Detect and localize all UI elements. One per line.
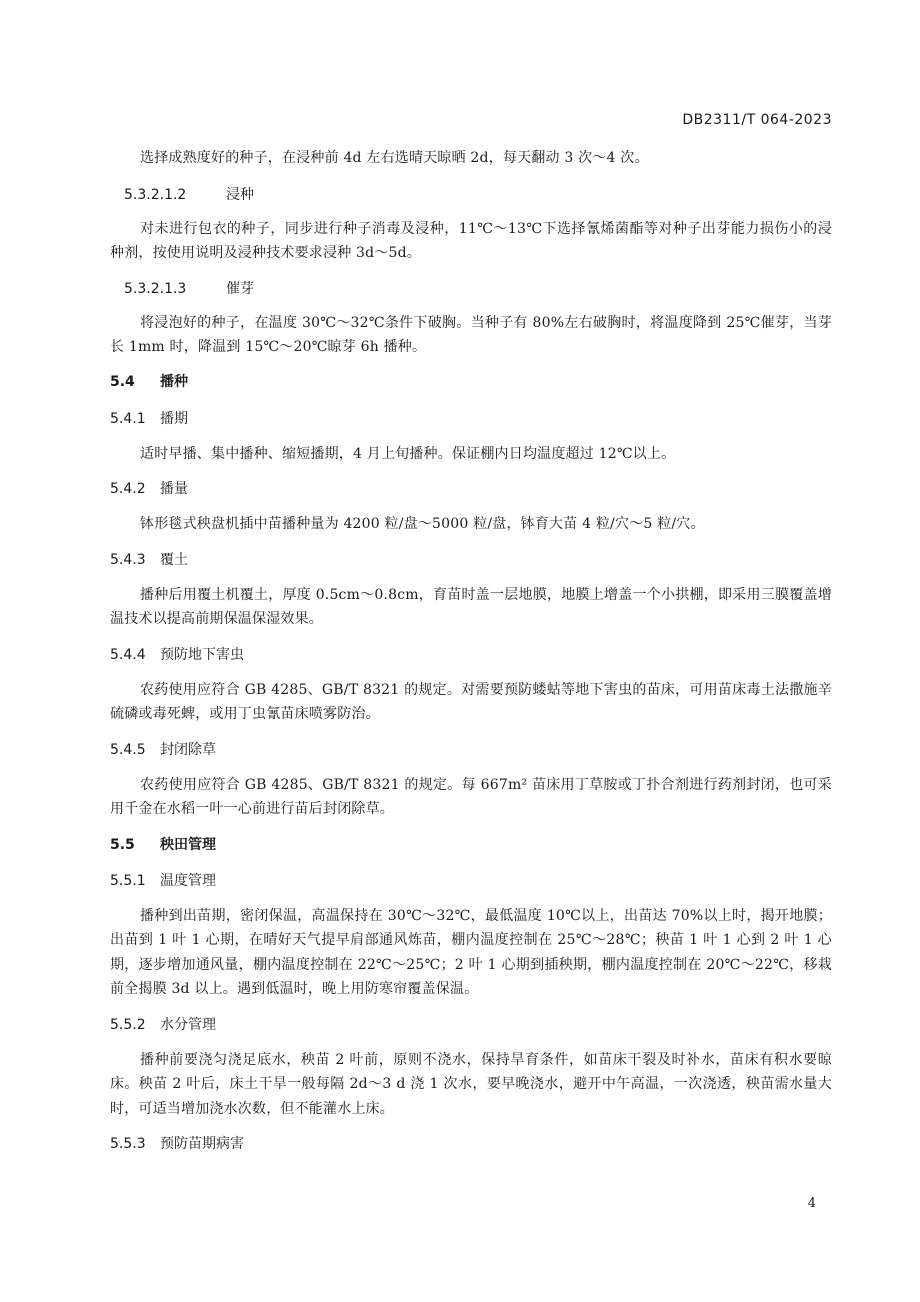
section-number: 5.4.3 [110, 551, 146, 568]
section-title: 封闭除草 [160, 741, 216, 758]
section-heading-5-4-4 [110, 644, 832, 666]
paragraph: 对未进行包衣的种子，同步进行种子消毒及浸种，11℃～13℃下选择氰烯菌酯等对种子出芽能力损伤小的浸种剂，按使用说明及浸种技术要求浸种 3d～5d。 [110, 220, 832, 261]
section-number: 5.3.2.1.3 [124, 280, 187, 297]
section-heading-5-4 [110, 371, 832, 393]
section-number: 5.4.1 [110, 410, 146, 427]
paragraph: 农药使用应符合 GB 4285、GB/T 8321 的规定。每 667m² 苗床用丁草胺或丁扑合剂进行药剂封闭，也可采用千金在水稻一叶一心前进行苗后封闭除草。 [110, 776, 832, 817]
section-number: 5.5.3 [110, 1136, 146, 1152]
section-number: 5.4 [110, 373, 135, 390]
document-body [110, 146, 832, 1155]
section-heading-5-5-2 [110, 1014, 832, 1036]
section-title: 水分管理 [160, 1016, 216, 1033]
section-heading-5-4-5 [110, 739, 832, 761]
section-title: 秧田管理 [160, 836, 216, 853]
section-heading-5-3-2-1-3 [110, 278, 832, 300]
section-title: 覆土 [160, 551, 188, 568]
paragraph: 播种到出苗期，密闭保温，高温保持在 30℃～32℃，最低温度 10℃以上，出苗达 70%以上时，揭开地膜；出苗到 1 叶 1 心期，在晴好天气提早肩部通风炼苗，棚内温度控制在 25℃～28℃；秧苗 1 叶 1 心到 2 叶 1 心期，逐步增加通风量，棚内温度控制在 22℃～25℃；2 叶 1 心期到插秧期，棚内温度控制在 20℃～22℃，移栽前全揭膜 3d 以上。遇到低温时，晚上用防寒帘覆盖保温。 [110, 907, 832, 997]
section-title: 温度管理 [160, 872, 216, 889]
paragraph: 适时早播、集中播种、缩短播期，4 月上旬播种。保证棚内日均温度超过 12℃以上。 [140, 445, 676, 462]
paragraph: 选择成熟度好的种子，在浸种前 4d 左右选晴天晾晒 2d，每天翻动 3 次～4 次。 [140, 150, 649, 166]
section-heading-5-5-3 [110, 1133, 832, 1155]
section-title: 播期 [160, 410, 188, 427]
page-number: 4 [807, 1196, 816, 1211]
section-number: 5.5 [110, 836, 135, 853]
section-number: 5.4.2 [110, 481, 146, 497]
paragraph: 农药使用应符合 GB 4285、GB/T 8321 的规定。对需要预防蝼蛄等地下害虫的苗床，可用苗床毒土法撒施辛硫磷或毒死蜱，或用丁虫氰苗床喷雾防治。 [110, 681, 832, 722]
section-number: 5.5.1 [110, 872, 146, 889]
section-heading-5-4-1 [110, 408, 832, 430]
paragraph: 播种后用覆土机覆土，厚度 0.5cm～0.8cm，育苗时盖一层地膜，地膜上增盖一个小拱棚，即采用三膜覆盖增温技术以提高前期保温保湿效果。 [110, 586, 832, 627]
section-heading-5-4-2 [110, 478, 832, 500]
paragraph: 播种前要浇匀浇足底水，秧苗 2 叶前，原则不浇水，保持旱育条件，如苗床干裂及时补水，苗床有积水要晾床。秧苗 2 叶后，床土干旱一般每隔 2d～3 d 浇 1 次水，要早晚浇水，避开中午高温，一次浇透，秧苗需水量大时，可适当增加浇水次数，但不能灌水上床。 [110, 1051, 832, 1117]
section-heading-5-4-3 [110, 549, 832, 571]
section-title: 预防地下害虫 [160, 646, 244, 663]
section-heading-5-5 [110, 834, 832, 856]
section-title: 浸种 [226, 186, 254, 203]
section-title: 催芽 [226, 280, 254, 297]
paragraph: 将浸泡好的种子，在温度 30℃～32℃条件下破胸。当种子有 80%左右破胸时，将温度降到 25℃催芽，当芽长 1mm 时，降温到 15℃～20℃晾芽 6h 播种。 [110, 314, 832, 355]
section-number: 5.5.2 [110, 1016, 146, 1033]
paragraph: 钵形毯式秧盘机插中苗播种量为 4200 粒/盘～5000 粒/盘，钵育大苗 4 粒/穴～5 粒/穴。 [140, 516, 705, 532]
section-number: 5.4.5 [110, 741, 146, 758]
section-title: 播量 [160, 481, 188, 497]
section-title: 播种 [160, 373, 188, 390]
section-heading-5-5-1 [110, 870, 832, 892]
section-heading-5-3-2-1-2 [110, 184, 832, 206]
section-title: 预防苗期病害 [160, 1136, 244, 1152]
section-number: 5.4.4 [110, 646, 146, 663]
section-number: 5.3.2.1.2 [124, 186, 187, 203]
standard-code: DB2311/T 064-2023 [682, 112, 832, 128]
